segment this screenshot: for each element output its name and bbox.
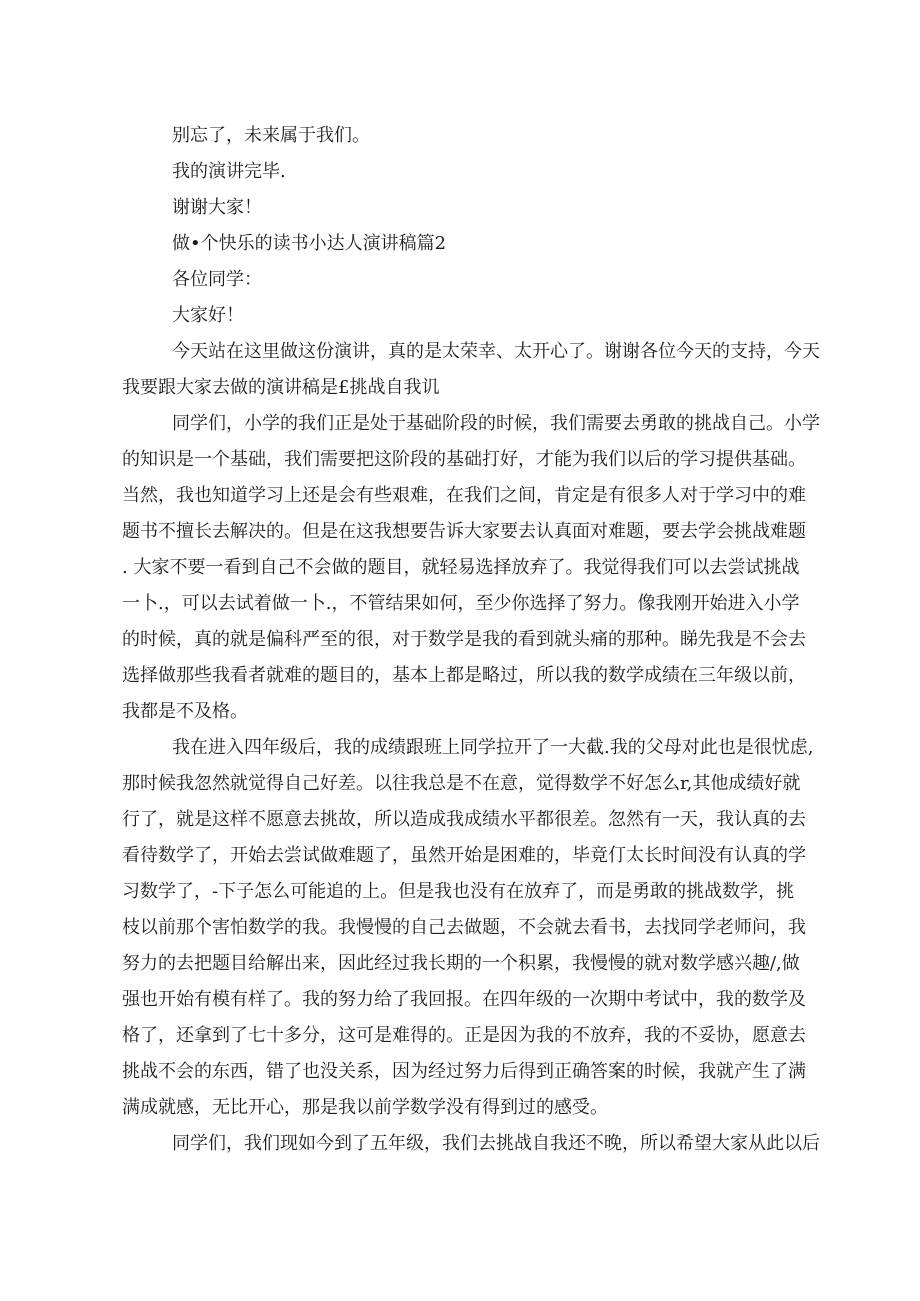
paragraph-line: 强也开始有模有样了。我的努力给了我回报。在四年级的一次期中考试中，我的数学及 xyxy=(122,989,806,1010)
paragraph-challenge xyxy=(122,406,820,730)
paragraph-line: . 大家不要一看到自己不会做的题目，就轻易选择放弃了。我觉得我们可以去尝试挑战 xyxy=(122,557,800,578)
salutation-line: 各位同学： xyxy=(172,269,262,290)
paragraph-line: 的知识是一个基础，我们需要把这阶段的基础打好，才能为我们以后的学习提供基础。 xyxy=(122,449,806,470)
paragraph-line: 那时候我忽然就觉得自己好差。以往我总是不在意，觉得数学不好怎么r,其他成绩好就 xyxy=(122,773,801,794)
paragraph-line: 满成就感，无比开心，那是我以前学数学没有得到过的感受。 xyxy=(122,1097,608,1118)
paragraph-line: 题书不擅长去解决的。但是在这我想要告诉大家要去认真面对难题，要去学会挑战难题 xyxy=(122,521,806,542)
paragraph-line: 行了，就是这样不愿意去挑故，所以造成我成绩水平都很差。忽然有一天，我认真的去 xyxy=(122,809,806,830)
paragraph-line: 努力的去把题目给解出来，因此经过我长期的一个积累，我慢慢的就对数学感兴趣/,做 xyxy=(122,953,800,974)
paragraph-line: 格了，还拿到了七十多分，这可是难得的。正是因为我的不放弃，我的不妥协，愿意去 xyxy=(122,1025,806,1046)
paragraph-intro xyxy=(122,334,820,406)
paragraph-line: 枝以前那个害怕数学的我。我慢慢的自己去做题，不会就去看书，去找同学老师问，我 xyxy=(122,917,806,938)
paragraph-line: 我在进入四年级后，我的成绩跟班上同学拉开了一大截.我的父母对此也是很忧虑, xyxy=(172,737,814,758)
document-body xyxy=(122,118,820,1162)
greeting-line: 大家好！ xyxy=(172,305,244,326)
closing-line: 别忘了，未来属于我们。 xyxy=(172,125,370,146)
paragraph-line: 选择做那些我看者就难的题目的，基本上都是略过，所以我的数学成绩在三年级以前， xyxy=(122,665,806,686)
speech-end-line: 我的演讲完毕. xyxy=(172,161,286,182)
paragraph-fifth-grade xyxy=(122,1126,820,1162)
paragraph-line: 同学们，小学的我们正是处于基础阶段的时候，我们需要去勇敢的挑战自己。小学 xyxy=(172,413,820,434)
paragraph-line: 习数学了，-下子怎么可能追的上。但是我也没有在放弃了，而是勇敢的挑战数学，挑 xyxy=(122,881,795,902)
paragraph-line: 我要跟大家去做的演讲稿是£挑战自我讥 xyxy=(122,377,440,398)
paragraph-line: 的时候，真的就是偏科严至的很，对于数学是我的看到就头痛的那种。睇先我是不会去 xyxy=(122,629,806,650)
paragraph-line: 今天站在这里做这份演讲，真的是太荣幸、太开心了。谢谢各位今天的支持，今天 xyxy=(172,341,820,362)
section-title: 做•个快乐的读书小达人演讲稿篇2 xyxy=(172,233,447,254)
paragraph-fourth-grade xyxy=(122,730,814,1126)
paragraph-line: 挑战不会的东西，错了也没关系，因为经过努力后得到正确答案的时候，我就产生了满 xyxy=(122,1061,806,1082)
paragraph-line: 我都是不及格。 xyxy=(122,701,248,722)
thanks-line: 谢谢大家！ xyxy=(172,197,262,218)
paragraph-line: 同学们，我们现如今到了五年级，我们去挑战自我还不晚，所以希望大家从此以后 xyxy=(172,1133,820,1154)
paragraph-line: 看待数学了，开始去尝试做难题了，虽然开始是困难的，毕竟仃太长时间没有认真的学 xyxy=(122,845,806,866)
paragraph-line: 一卜.，可以去试着做一卜.，不管结果如何，至少你选择了努力。像我刚开始进入小学 xyxy=(122,593,800,614)
paragraph-line: 当然，我也知道学习上还是会有些艰难，在我们之间，肯定是有很多人对于学习中的难 xyxy=(122,485,806,506)
